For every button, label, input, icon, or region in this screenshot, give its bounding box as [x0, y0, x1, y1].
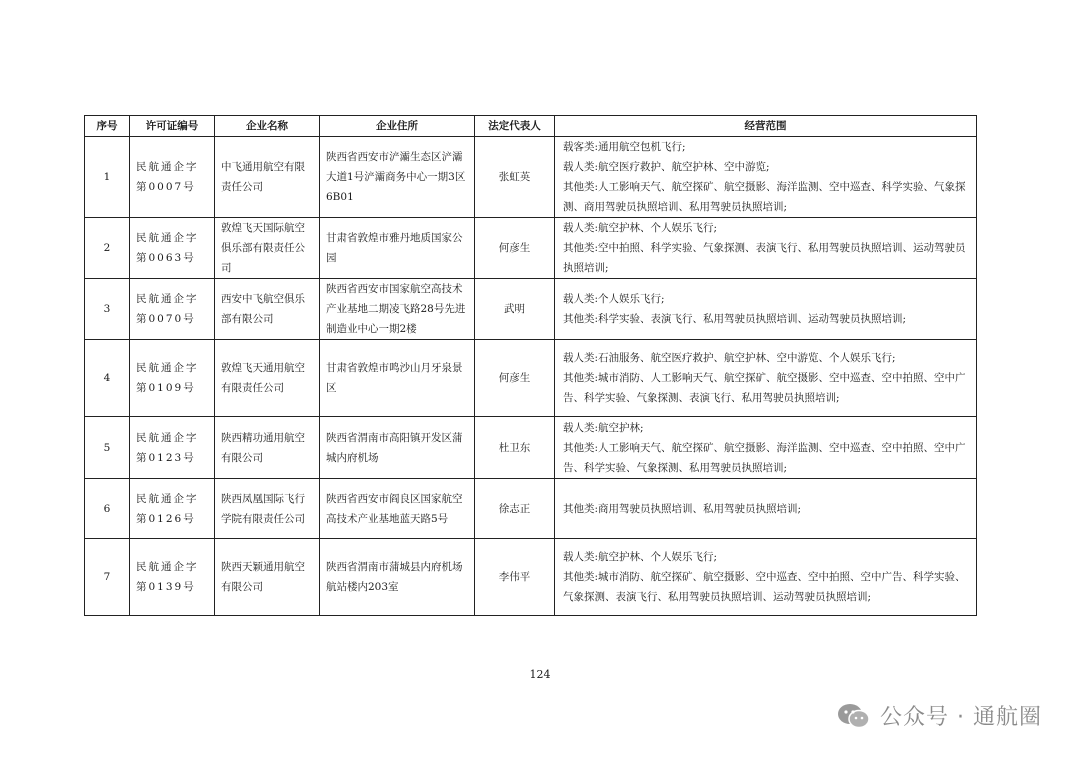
table-row [85, 417, 977, 479]
company-address: 陕西省西安市国家航空高技术产业基地二期凌飞路28号先进制造业中心一期2楼 [320, 279, 475, 340]
scope-line: 其他类:城市消防、航空探矿、航空摄影、空中巡查、空中拍照、空中广告、科学实验、气象探测、表演飞行、私用驾驶员执照培训、运动驾驶员执照培训; [563, 571, 966, 603]
scope-line: 其他类:商用驾驶员执照培训、私用驾驶员执照培训; [563, 502, 802, 515]
table-header-row [85, 116, 977, 137]
page-number: 124 [529, 668, 551, 681]
scope-line: 载客类:通用航空包机飞行; [563, 141, 686, 153]
legal-representative: 何彦生 [475, 340, 555, 417]
table-row [85, 279, 977, 340]
row-number: 1 [85, 137, 130, 218]
scope-line: 载人类:航空护林、个人娱乐飞行; [563, 222, 718, 234]
row-number: 2 [85, 218, 130, 279]
scope-line: 其他类:城市消防、人工影响天气、航空探矿、航空摄影、空中巡查、空中拍照、空中广告、科学实验、气象探测、表演飞行、私用驾驶员执照培训; [563, 372, 966, 404]
legal-representative: 杜卫东 [475, 417, 555, 479]
scope-line: 载人类:航空医疗救护、航空护林、空中游览; [563, 161, 770, 173]
header-no: 序号 [85, 116, 130, 137]
scope-line: 其他类:人工影响天气、航空探矿、航空摄影、海洋监测、空中巡查、空中拍照、空中广告、科学实验、气象探测、私用驾驶员执照培训; [563, 441, 966, 474]
legal-representative: 徐志正 [475, 479, 555, 539]
business-scope [555, 479, 977, 539]
row-number: 5 [85, 417, 130, 479]
table-row [85, 340, 977, 417]
header-company: 企业名称 [215, 116, 320, 137]
watermark-text: 公众号 · 通航圈 [880, 705, 1042, 730]
header-license: 许可证编号 [130, 116, 215, 137]
legal-representative: 何彦生 [475, 218, 555, 279]
business-scope [555, 137, 977, 218]
watermark [836, 700, 1042, 731]
legal-representative: 李伟平 [475, 539, 555, 616]
header-scope: 经营范围 [555, 116, 977, 137]
scope-line: 其他类:科学实验、表演飞行、私用驾驶员执照培训、运动驾驶员执照培训; [563, 313, 907, 325]
header-rep: 法定代表人 [475, 116, 555, 137]
scope-line: 载人类:航空护林、个人娱乐飞行; [563, 551, 718, 563]
license-number: 民航通企字第0070号 [130, 279, 215, 340]
scope-line: 其他类:人工影响天气、航空探矿、航空摄影、海洋监测、空中巡查、科学实验、气象探测、商用驾驶员执照培训、私用驾驶员执照培训; [563, 181, 966, 213]
company-address: 陕西省渭南市蒲城县内府机场航站楼内203室 [320, 539, 475, 616]
company-name: 敦煌飞天国际航空俱乐部有限责任公司 [215, 218, 320, 279]
license-number: 民航通企字第0126号 [130, 479, 215, 539]
scope-line: 其他类:空中拍照、科学实验、气象探测、表演飞行、私用驾驶员执照培训、运动驾驶员执照培训; [563, 242, 966, 274]
scope-line: 载人类:航空护林; [563, 421, 644, 434]
license-number: 民航通企字第0139号 [130, 539, 215, 616]
company-name: 敦煌飞天通用航空有限责任公司 [215, 340, 320, 417]
legal-representative: 张虹英 [475, 137, 555, 218]
license-number: 民航通企字第0063号 [130, 218, 215, 279]
business-scope [555, 539, 977, 616]
company-address: 陕西省西安市阎良区国家航空高技术产业基地蓝天路5号 [320, 479, 475, 539]
table-row [85, 479, 977, 539]
header-address: 企业住所 [320, 116, 475, 137]
business-scope [555, 279, 977, 340]
row-number: 3 [85, 279, 130, 340]
business-scope [555, 417, 977, 479]
company-name: 陕西凤凰国际飞行学院有限责任公司 [215, 479, 320, 539]
row-number: 4 [85, 340, 130, 417]
legal-representative: 武明 [475, 279, 555, 340]
wechat-icon [836, 701, 872, 731]
scope-line: 载人类:个人娱乐飞行; [563, 293, 665, 305]
scope-line: 载人类:石油服务、航空医疗救护、航空护林、空中游览、个人娱乐飞行; [563, 352, 896, 364]
company-name: 中飞通用航空有限责任公司 [215, 137, 320, 218]
company-address: 陕西省西安市浐灞生态区浐灞大道1号浐灞商务中心一期3区6B01 [320, 137, 475, 218]
company-address: 甘肃省敦煌市雅丹地质国家公园 [320, 218, 475, 279]
license-number: 民航通企字第0123号 [130, 417, 215, 479]
license-table [84, 115, 977, 616]
table-row [85, 539, 977, 616]
license-number: 民航通企字第0109号 [130, 340, 215, 417]
business-scope [555, 340, 977, 417]
row-number: 7 [85, 539, 130, 616]
table-row [85, 218, 977, 279]
company-name: 陕西天颖通用航空有限公司 [215, 539, 320, 616]
license-number: 民航通企字第0007号 [130, 137, 215, 218]
company-name: 陕西精功通用航空有限公司 [215, 417, 320, 479]
company-name: 西安中飞航空俱乐部有限公司 [215, 279, 320, 340]
table-body [85, 137, 977, 616]
row-number: 6 [85, 479, 130, 539]
company-address: 甘肃省敦煌市鸣沙山月牙泉景区 [320, 340, 475, 417]
company-address: 陕西省渭南市高阳镇开发区蒲城内府机场 [320, 417, 475, 479]
table-row [85, 137, 977, 218]
business-scope [555, 218, 977, 279]
